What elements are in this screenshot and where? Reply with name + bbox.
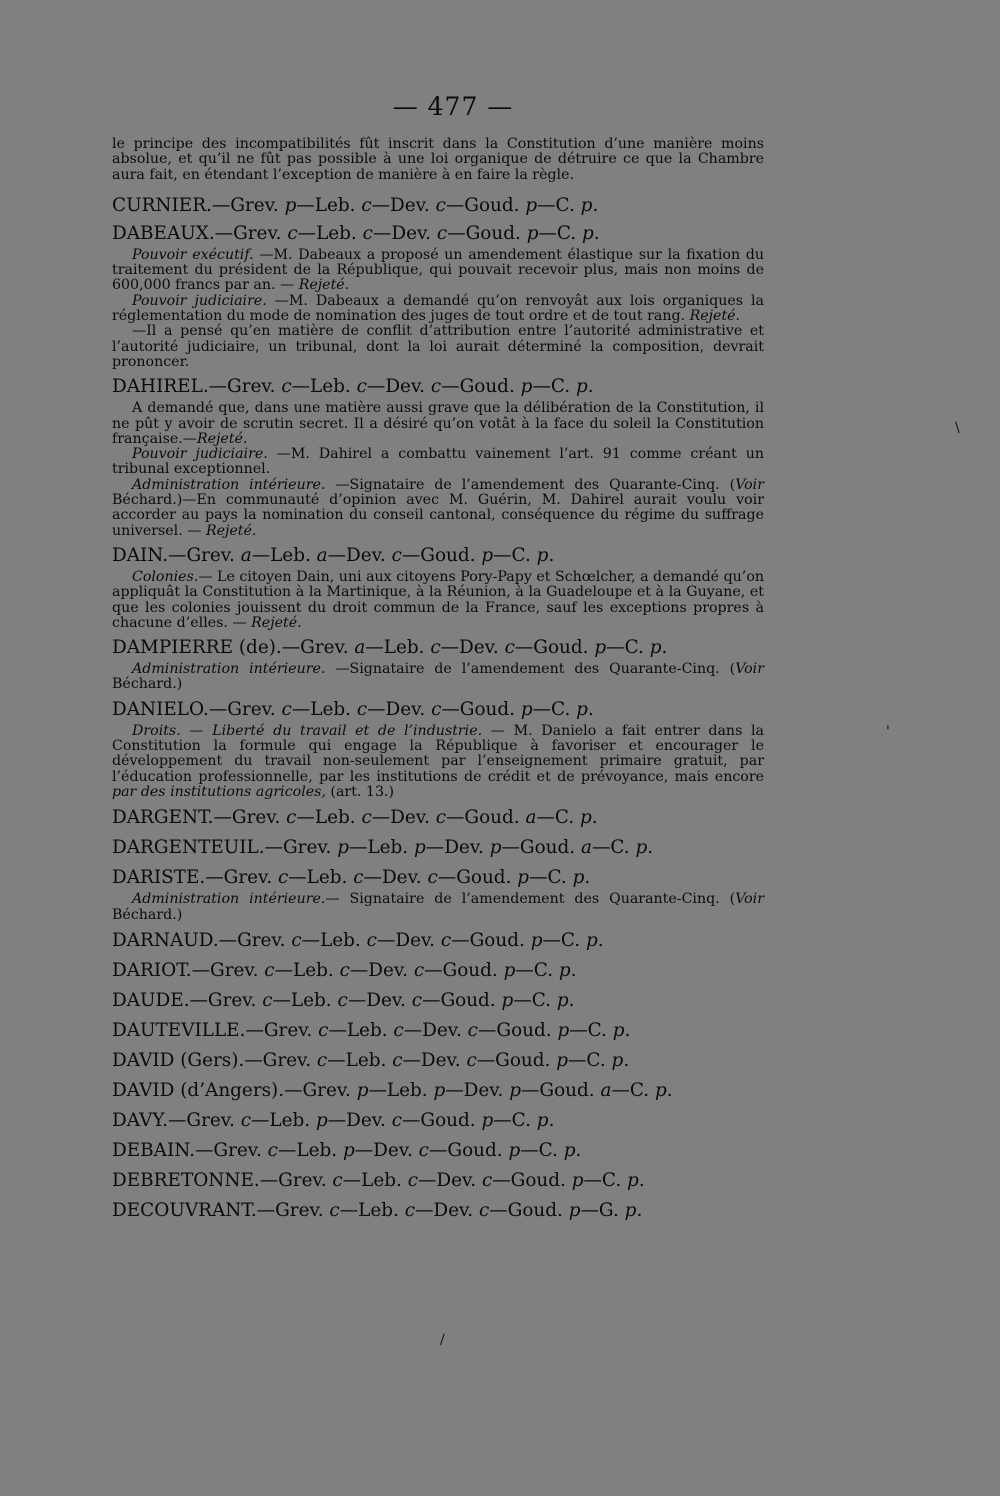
vote-letter: c bbox=[478, 1199, 490, 1221]
vote-letter: c bbox=[391, 1109, 402, 1131]
vote-letter: p bbox=[581, 222, 594, 244]
note-text: Béchard.)—En communauté d’opinion avec M. Guérin, M. Dahirel aurait voulu voir accorder au pays la nomination du conseil cantonal, conséquence du régime du suffrage universel. — bbox=[112, 492, 764, 539]
vote-letter: c bbox=[435, 807, 447, 829]
rejete-label: Rejeté. bbox=[196, 430, 248, 447]
vote-letter: p bbox=[536, 544, 549, 566]
note-text: — Le citoyen Dain, uni aux citoyens Pory-Papy et Schœlcher, a demandé qu’on appliquât la Constitution à la Martinique, à la Réunion, à la Guadeloupe et à la Guyane, et que les colonies jouissent du droit commun de la France, sauf les exceptions propres à chacune d’elles. — bbox=[112, 568, 764, 631]
note-text: A demandé que, dans une matière aussi grave que la délibération de la Constitution, il ne pût y avoir de scrutin secret. Il a désiré qu’on votât à la face du soleil la Constitution française.— bbox=[112, 400, 764, 447]
vote-letter: c bbox=[413, 959, 425, 981]
vote-letter: c bbox=[427, 867, 438, 889]
entry-dabeaux: DABEAUX.—Grev. c—Leb. c—Dev. c—Goud. p—C. p. bbox=[112, 222, 600, 244]
note-danielo-droits bbox=[112, 724, 764, 800]
entry-dampierre: DAMPIERRE (de).—Grev. a—Leb. c—Dev. c—Goud. p—C. p. bbox=[112, 637, 668, 659]
vote-letter: c bbox=[404, 1199, 415, 1221]
vote-letter: p bbox=[594, 637, 607, 659]
vote-letter: a bbox=[600, 1079, 612, 1101]
document-page bbox=[112, 92, 764, 1230]
vote-letter: p bbox=[556, 989, 569, 1011]
note-dahirel-scrutin bbox=[112, 401, 764, 447]
topic-label: Administration intérieure. bbox=[132, 891, 326, 908]
rejete-label: Rejeté. bbox=[205, 522, 257, 539]
vote-letter: c bbox=[281, 698, 292, 720]
vote-letter: c bbox=[366, 929, 377, 951]
note-dabeaux-executif bbox=[112, 248, 764, 294]
vote-letter: p bbox=[520, 698, 533, 720]
vote-letter: p bbox=[315, 1109, 328, 1131]
vote-letter: p bbox=[517, 867, 530, 889]
vote-letter: c bbox=[337, 989, 348, 1011]
vote-letter: c bbox=[281, 376, 292, 398]
vote-letter: p bbox=[481, 544, 494, 566]
vote-letter: c bbox=[430, 637, 441, 659]
vote-letter: c bbox=[286, 807, 297, 829]
entry-curnier: CURNIER.—Grev. p—Leb. c—Dev. c—Goud. p—C. p. bbox=[112, 194, 599, 216]
note-dain-colonies bbox=[112, 570, 764, 631]
vote-letter: p bbox=[557, 1019, 570, 1041]
entry-debain: DEBAIN.—Grev. c—Leb. p—Dev. c—Goud. p—C. p. bbox=[112, 1139, 582, 1161]
note-text: Béchard.) bbox=[112, 676, 183, 693]
vote-letter: c bbox=[264, 959, 275, 981]
vote-letter: c bbox=[411, 989, 423, 1011]
vote-letter: p bbox=[525, 194, 538, 216]
vote-letter: p bbox=[627, 1169, 639, 1191]
vote-letter: c bbox=[267, 1139, 278, 1161]
voir-label: Voir bbox=[735, 661, 764, 678]
entry-dain: DAIN.—Grev. a—Leb. a—Dev. c—Goud. p—C. p. bbox=[112, 544, 555, 566]
topic-label: Droits. — Liberté du travail et de l’industrie. bbox=[132, 722, 483, 739]
vote-letter: a bbox=[581, 837, 592, 859]
entry-david-gers: DAVID (Gers).—Grev. c—Leb. c—Dev. c—Goud. p—C. p. bbox=[112, 1049, 630, 1071]
vote-letter: c bbox=[436, 222, 448, 244]
vote-letter: p bbox=[414, 837, 426, 859]
note-dabeaux-judiciaire bbox=[112, 294, 764, 325]
topic-label: Pouvoir judiciaire. bbox=[132, 446, 268, 463]
note-text: —M. Dahirel a combattu vainement l’art. 91 comme créant un tribunal exceptionnel. bbox=[112, 446, 765, 478]
vote-letter: c bbox=[318, 1019, 329, 1041]
vote-letter: p bbox=[563, 1139, 576, 1161]
note-dahirel-administration bbox=[112, 478, 764, 539]
vote-letter: p bbox=[530, 929, 543, 951]
vote-letter: c bbox=[440, 929, 452, 951]
note-dariste-administration bbox=[112, 892, 764, 923]
vote-letter: c bbox=[332, 1169, 343, 1191]
vote-letter: c bbox=[407, 1169, 419, 1191]
vote-letter: c bbox=[329, 1199, 340, 1221]
note-text: — M. Danielo a fait entrer dans la Constitution la formule qui engage la République à favoriser et encourager le développement du travail non-seulement par l’enseignement primaire gratuit, par l’éducation professionnelle, par les institutions de crédit et de prévoyance, mais encore bbox=[112, 722, 764, 785]
note-text: —M. Dabeaux a demandé qu’on renvoyât aux lois organiques la réglementation du mode de nomination des juges de tout ordre et de tout rang. bbox=[112, 292, 765, 325]
vote-letter: p bbox=[558, 959, 571, 981]
vote-letter: c bbox=[362, 222, 373, 244]
scan-speck: / bbox=[440, 1332, 445, 1348]
vote-letter: a bbox=[525, 807, 537, 829]
vote-letter: p bbox=[649, 637, 662, 659]
topic-label: Pouvoir judiciaire. bbox=[132, 292, 267, 309]
vote-letter: c bbox=[339, 959, 350, 981]
vote-letter: p bbox=[624, 1199, 637, 1221]
vote-letter: p bbox=[580, 194, 593, 216]
vote-letter: p bbox=[612, 1019, 625, 1041]
note-text: —M. Dabeaux a proposé un amendement élastique sur la fixation du traitement du président de la République, qui pouvait recevoir plus, mais non moins de 600,000 francs par an. — bbox=[112, 246, 764, 294]
vote-letter: p bbox=[481, 1109, 494, 1131]
vote-letter: p bbox=[575, 376, 588, 398]
scan-speck: \ bbox=[955, 420, 960, 436]
vote-letter: c bbox=[240, 1109, 251, 1131]
entry-debretonne: DEBRETONNE.—Grev. c—Leb. c—Dev. c—Goud. p—C. p. bbox=[112, 1169, 645, 1191]
entry-dariot: DARIOT.—Grev. c—Leb. c—Dev. c—Goud. p—C. p. bbox=[112, 959, 577, 981]
vote-letter: p bbox=[568, 1199, 581, 1221]
rejete-label: Rejeté. bbox=[298, 277, 350, 294]
vote-letter: c bbox=[287, 222, 298, 244]
vote-letter: c bbox=[504, 637, 515, 659]
vote-letter: c bbox=[361, 807, 372, 829]
entry-dargenteuil: DARGENTEUIL.—Grev. p—Leb. p—Dev. p—Goud. a—C. p. bbox=[112, 837, 654, 859]
vote-letter: p bbox=[654, 1079, 667, 1101]
vote-letter: p bbox=[571, 1169, 584, 1191]
emphasis-text: par des institutions agricoles, bbox=[112, 783, 326, 800]
vote-letter: c bbox=[392, 1049, 403, 1071]
vote-letter: c bbox=[431, 698, 442, 720]
entry-dargent: DARGENT.—Grev. c—Leb. c—Dev. c—Goud. a—C. p. bbox=[112, 807, 598, 829]
page-number: — 477 — bbox=[392, 92, 514, 121]
vote-letter: c bbox=[481, 1169, 493, 1191]
voir-label: Voir bbox=[735, 476, 764, 493]
vote-letter: p bbox=[284, 194, 297, 216]
vote-letter: p bbox=[611, 1049, 624, 1071]
note-dampierre-administration bbox=[112, 662, 764, 693]
entry-daude: DAUDE.—Grev. c—Leb. c—Dev. c—Goud. p—C. p. bbox=[112, 989, 575, 1011]
vote-letter: p bbox=[526, 222, 539, 244]
vote-letter: p bbox=[342, 1139, 355, 1161]
vote-letter: c bbox=[430, 376, 442, 398]
topic-label: Pouvoir exécutif. bbox=[132, 246, 254, 263]
vote-letter: c bbox=[435, 194, 446, 216]
vote-letter: p bbox=[576, 698, 588, 720]
note-dahirel-judiciaire bbox=[112, 447, 764, 478]
note-text: Béchard.) bbox=[112, 906, 183, 923]
entry-dauteville: DAUTEVILLE.—Grev. c—Leb. c—Dev. c—Goud. p—C. p. bbox=[112, 1019, 631, 1041]
note-text: —Signataire de l’amendement des Quarante-Cinq. ( bbox=[325, 476, 736, 493]
vote-letter: p bbox=[520, 376, 533, 398]
vote-letter: a bbox=[240, 544, 252, 566]
vote-letter: p bbox=[337, 837, 350, 859]
rejete-label: Rejeté. bbox=[251, 614, 302, 631]
intro-paragraph: le principe des incompatibilités fût inscrit dans la Constitution d’une manière moins absolue, et qu’il ne fût pas possible à une loi organique de détruire ce que la Chambre aura fait, en étendant l’exception de manière à en faire la règle. bbox=[112, 136, 764, 183]
vote-letter: p bbox=[356, 1079, 369, 1101]
entry-dahirel: DAHIREL.—Grev. c—Leb. c—Dev. c—Goud. p—C. p. bbox=[112, 376, 594, 398]
vote-letter: p bbox=[509, 1079, 521, 1101]
note-text: (art. 13.) bbox=[325, 783, 395, 800]
vote-letter: p bbox=[572, 867, 585, 889]
vote-letter: p bbox=[556, 1049, 569, 1071]
note-text: — Signataire de l’amendement des Quarante-Cinq. ( bbox=[325, 891, 736, 908]
vote-letter: c bbox=[291, 929, 302, 951]
vote-letter: c bbox=[466, 1049, 477, 1071]
vote-letter: c bbox=[467, 1019, 478, 1041]
entry-decouvrant: DECOUVRANT.—Grev. c—Leb. c—Dev. c—Goud. p—G. p. bbox=[112, 1199, 643, 1221]
vote-letter: c bbox=[356, 698, 368, 720]
voir-label: Voir bbox=[735, 891, 764, 908]
entry-davy: DAVY.—Grev. c—Leb. p—Dev. c—Goud. p—C. p. bbox=[112, 1109, 555, 1131]
topic-label: Colonies. bbox=[132, 568, 199, 585]
vote-letter: c bbox=[391, 544, 402, 566]
vote-letter: a bbox=[316, 544, 328, 566]
vote-letter: c bbox=[361, 194, 372, 216]
scan-speck: ' bbox=[886, 724, 890, 740]
vote-letter: c bbox=[277, 867, 289, 889]
vote-letter: c bbox=[356, 376, 367, 398]
vote-letter: p bbox=[585, 929, 598, 951]
vote-letter: p bbox=[635, 837, 648, 859]
note-dabeaux-conflit: —Il a pensé qu’en matière de conflit d’attribution entre l’autorité administrative et l’autorité judiciaire, un tribunal, dont la loi aurait déterminé la composition, devrait prononcer. bbox=[112, 323, 764, 370]
vote-letter: p bbox=[536, 1109, 549, 1131]
vote-letter: p bbox=[579, 807, 592, 829]
entry-darnaud: DARNAUD.—Grev. c—Leb. c—Dev. c—Goud. p—C. p. bbox=[112, 929, 604, 951]
vote-letter: p bbox=[503, 959, 516, 981]
rejete-label: Rejeté. bbox=[689, 308, 741, 325]
vote-letter: p bbox=[501, 989, 514, 1011]
note-text: —Signataire de l’amendement des Quarante-Cinq. ( bbox=[325, 661, 736, 678]
vote-letter: c bbox=[262, 989, 273, 1011]
entry-dariste: DARISTE.—Grev. c—Leb. c—Dev. c—Goud. p—C. p. bbox=[112, 867, 591, 889]
vote-letter: c bbox=[393, 1019, 404, 1041]
topic-label: Administration intérieure. bbox=[132, 476, 326, 493]
vote-letter: a bbox=[354, 637, 366, 659]
vote-letter: p bbox=[489, 837, 502, 859]
vote-letter: p bbox=[508, 1139, 521, 1161]
vote-letter: c bbox=[316, 1049, 328, 1071]
entry-danielo: DANIELO.—Grev. c—Leb. c—Dev. c—Goud. p—C. p. bbox=[112, 698, 594, 720]
vote-letter: c bbox=[353, 867, 364, 889]
topic-label: Administration intérieure. bbox=[132, 661, 326, 678]
vote-letter: p bbox=[433, 1079, 446, 1101]
entry-david-angers: DAVID (d’Angers).—Grev. p—Leb. p—Dev. p—Goud. a—C. p. bbox=[112, 1079, 673, 1101]
vote-letter: c bbox=[418, 1139, 429, 1161]
